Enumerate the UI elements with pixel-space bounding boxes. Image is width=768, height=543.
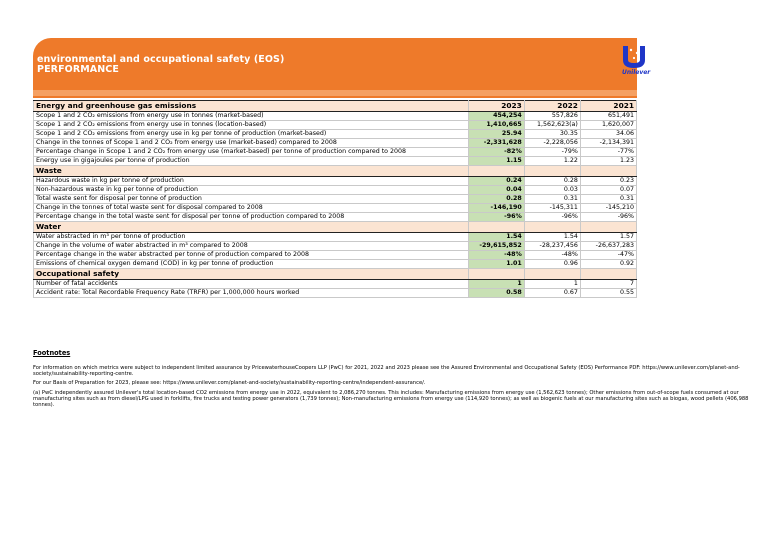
section-title: Occupational safety	[34, 269, 469, 280]
metric-label: Number of fatal accidents	[34, 280, 469, 289]
value-2023: -96%	[468, 213, 524, 222]
value-2022: 1,562,623(a)	[524, 121, 580, 130]
table-row	[34, 280, 637, 289]
value-2023: 0.24	[468, 177, 524, 186]
section-header-cell	[580, 222, 636, 233]
metric-label: Change in the volume of water abstracted in m³ compared to 2008	[34, 242, 469, 251]
page-title	[37, 55, 284, 75]
value-2023: 25.94	[468, 130, 524, 139]
eos-performance-table	[33, 100, 637, 298]
value-2022: -2,228,056	[524, 139, 580, 148]
table-row	[34, 139, 637, 148]
metric-label: Percentage change in the water abstracted per tonne of production compared to 2008	[34, 251, 469, 260]
value-2021: 0.07	[580, 186, 636, 195]
metric-label: Water abstracted in m³ per tonne of production	[34, 233, 469, 242]
value-2021: -26,637,283	[580, 242, 636, 251]
value-2023: -48%	[468, 251, 524, 260]
metric-label: Emissions of chemical oxygen demand (COD) in kg per tonne of production	[34, 260, 469, 269]
value-2022: 1	[524, 280, 580, 289]
metric-label: Percentage change in Scope 1 and 2 CO₂ from energy use (market-based) per tonne of production compared to 2008	[34, 148, 469, 157]
value-2022: 0.28	[524, 177, 580, 186]
metric-label: Scope 1 and 2 CO₂ emissions from energy use in tonnes (location-based)	[34, 121, 469, 130]
value-2021: -47%	[580, 251, 636, 260]
year-header: 2021	[580, 101, 636, 112]
value-2022: 1.22	[524, 157, 580, 166]
value-2021: 0.23	[580, 177, 636, 186]
value-2022: -96%	[524, 213, 580, 222]
table-row	[34, 204, 637, 213]
table-row	[34, 148, 637, 157]
footnote-basis: For our Basis of Preparation for 2023, please see: https://www.unilever.com/planet-and-society/sustainability-reporting-centre/independent-assurance/.	[33, 380, 426, 386]
table-row	[34, 177, 637, 186]
section-header-cell	[524, 166, 580, 177]
value-2023: 0.04	[468, 186, 524, 195]
section-header-cell	[468, 222, 524, 233]
section-title: Energy and greenhouse gas emissions	[34, 101, 469, 112]
value-2022: 0.67	[524, 289, 580, 298]
header-banner-stripe	[33, 90, 637, 96]
metric-label: Energy use in gigajoules per tonne of production	[34, 157, 469, 166]
value-2022: 30.35	[524, 130, 580, 139]
value-2021: -2,134,391	[580, 139, 636, 148]
value-2022: 0.31	[524, 195, 580, 204]
section-header-row	[34, 166, 637, 177]
value-2023: 0.58	[468, 289, 524, 298]
section-header-row	[34, 222, 637, 233]
section-header-cell	[468, 269, 524, 280]
metric-label: Accident rate: Total Recordable Frequency Rate (TRFR) per 1,000,000 hours worked	[34, 289, 469, 298]
metric-label: Total waste sent for disposal per tonne of production	[34, 195, 469, 204]
value-2022: -48%	[524, 251, 580, 260]
value-2023: -2,331,628	[468, 139, 524, 148]
section-title: Water	[34, 222, 469, 233]
metric-label: Hazardous waste in kg per tonne of production	[34, 177, 469, 186]
value-2021: 34.06	[580, 130, 636, 139]
section-header-row	[34, 101, 637, 112]
value-2022: 0.03	[524, 186, 580, 195]
value-2022: -79%	[524, 148, 580, 157]
value-2021: 1.23	[580, 157, 636, 166]
table-row	[34, 112, 637, 121]
logo-wordmark: Unilever	[622, 69, 651, 76]
metric-label: Change in the tonnes of total waste sent for disposal compared to 2008	[34, 204, 469, 213]
year-header: 2023	[468, 101, 524, 112]
table-row	[34, 130, 637, 139]
table-row	[34, 260, 637, 269]
value-2022: 0.96	[524, 260, 580, 269]
section-header-cell	[580, 166, 636, 177]
value-2023: 454,254	[468, 112, 524, 121]
value-2022: -28,237,456	[524, 242, 580, 251]
footnotes-title: Footnotes	[33, 349, 71, 357]
value-2021: 1,620,007	[580, 121, 636, 130]
value-2021: 651,491	[580, 112, 636, 121]
footnotes	[33, 350, 753, 411]
table-row	[34, 233, 637, 242]
value-2023: -146,190	[468, 204, 524, 213]
value-2021: -77%	[580, 148, 636, 157]
value-2023: 1.54	[468, 233, 524, 242]
value-2023: -29,615,852	[468, 242, 524, 251]
value-2021: 0.55	[580, 289, 636, 298]
table-row	[34, 242, 637, 251]
table-row	[34, 186, 637, 195]
value-2022: 1.54	[524, 233, 580, 242]
footnote-assurance: For information on which metrics were subject to independent limited assurance by PricewaterhouseCoopers LLP (PwC) for 2021, 2022 and 2023 please see the Assured Environmental and Occupational Safety (EOS) Performance PDF: https://www.unilever.com/planet-and-society/sustainability-reporting-centre.	[33, 365, 740, 377]
table-row	[34, 157, 637, 166]
table-row	[34, 251, 637, 260]
section-header-cell	[524, 269, 580, 280]
table-row	[34, 213, 637, 222]
value-2021: -96%	[580, 213, 636, 222]
section-header-cell	[468, 166, 524, 177]
value-2021: 0.31	[580, 195, 636, 204]
table-row	[34, 289, 637, 298]
value-2022: -145,311	[524, 204, 580, 213]
value-2023: 1	[468, 280, 524, 289]
section-header-cell	[580, 269, 636, 280]
value-2021: 0.92	[580, 260, 636, 269]
table-row	[34, 195, 637, 204]
value-2023: 0.28	[468, 195, 524, 204]
section-header-row	[34, 269, 637, 280]
metric-label: Change in the tonnes of Scope 1 and 2 CO₂ from energy use (market-based) compared to 2008	[34, 139, 469, 148]
value-2023: 1.15	[468, 157, 524, 166]
metric-label: Non-hazardous waste in kg per tonne of production	[34, 186, 469, 195]
value-2021: -145,210	[580, 204, 636, 213]
footnote-a: (a) PwC independently assured Unilever's total location-based CO2 emissions from energy use in 2022, equivalent to 2,086,270 tonnes. This includes: Manufacturing emissions from energy use (1,562,623 tonnes); Other emissions from out-of-scope fuels consumed at our manufacturing sites such as from diesel/LPG used in forklifts, fire trucks and testing power generators (1,739 tonnes); Non-manufacturing emissions from energy use (114,920 tonnes); as well as biogenic fuels at our manufacturing sites such as biogas, wood pellets (406,988 tonnes).	[33, 390, 749, 408]
value-2023: -82%	[468, 148, 524, 157]
page-title-line2: PERFORMANCE	[37, 64, 119, 75]
metric-label: Scope 1 and 2 CO₂ emissions from energy use in tonnes (market-based)	[34, 112, 469, 121]
value-2023: 1.01	[468, 260, 524, 269]
value-2023: 1,410,665	[468, 121, 524, 130]
value-2021: 7	[580, 280, 636, 289]
value-2022: 557,826	[524, 112, 580, 121]
section-title: Waste	[34, 166, 469, 177]
metric-label: Scope 1 and 2 CO₂ emissions from energy use in kg per tonne of production (market-based)	[34, 130, 469, 139]
year-header: 2022	[524, 101, 580, 112]
table-row	[34, 121, 637, 130]
page-title-line1: environmental and occupational safety (EOS)	[37, 54, 285, 65]
section-header-cell	[524, 222, 580, 233]
value-2021: 1.57	[580, 233, 636, 242]
metric-label: Percentage change in the total waste sent for disposal per tonne of production compared to 2008	[34, 213, 469, 222]
